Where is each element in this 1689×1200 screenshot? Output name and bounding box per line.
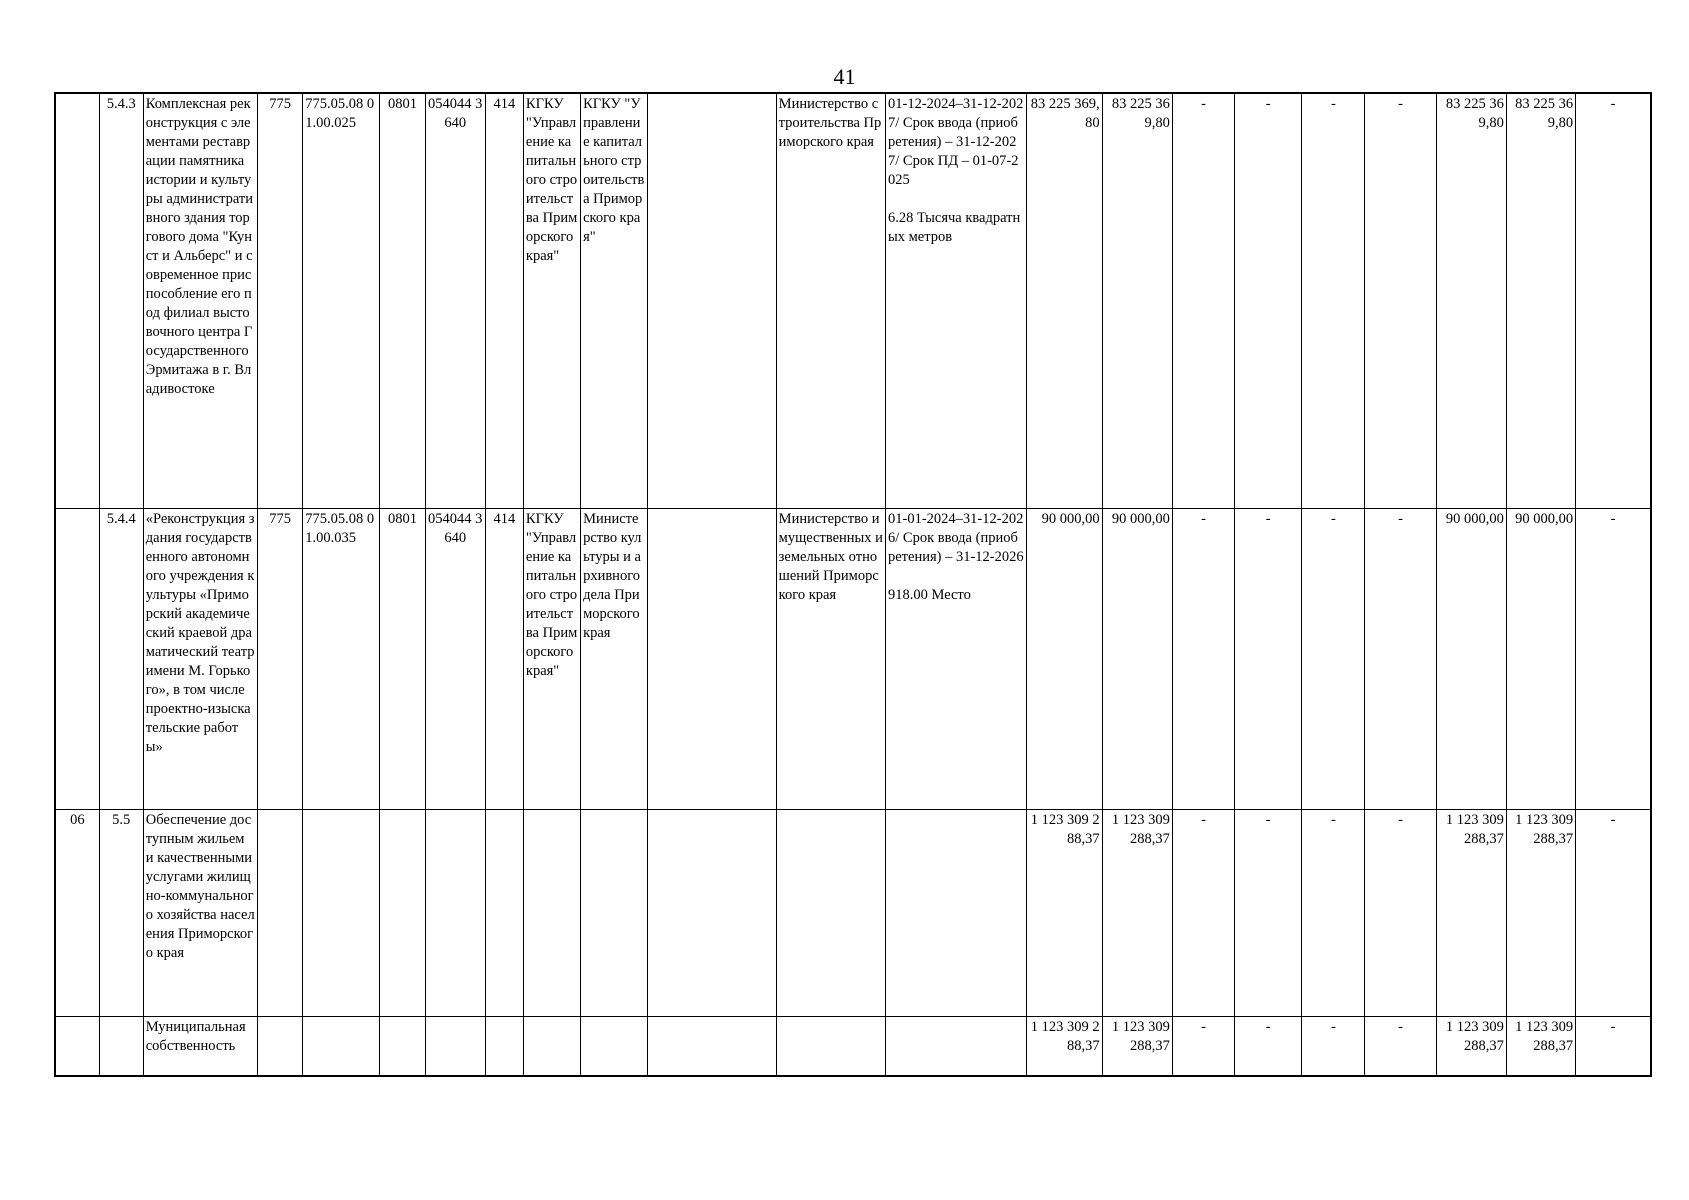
cell-amount: 90 000,00	[1102, 509, 1172, 810]
cell-dash: -	[1576, 1017, 1651, 1077]
cell-ministry-code	[258, 1017, 303, 1077]
cell-dash: -	[1365, 810, 1436, 1017]
cell-amount: 1 123 309 288,37	[1027, 810, 1102, 1017]
table-row	[55, 93, 1651, 509]
cell-code	[55, 1017, 99, 1077]
cell-section: 0801	[380, 93, 425, 509]
cell-responsible	[776, 1017, 885, 1077]
cell-code	[55, 509, 99, 810]
cell-section: 0801	[380, 509, 425, 810]
cell-responsible: Министерство строительства Приморского края	[776, 93, 885, 509]
cell-expense-type	[485, 1017, 523, 1077]
cell-dash: -	[1172, 810, 1234, 1017]
cell-amount: 83 225 369,80	[1506, 93, 1575, 509]
cell-empty	[648, 1017, 776, 1077]
cell-responsible	[776, 810, 885, 1017]
cell-customer: КГКУ "Управление капитального строительства Приморского края"	[523, 509, 580, 810]
cell-number: 5.4.4	[99, 509, 143, 810]
cell-object-name: «Реконструкция здания государственного автономного учреждения культуры «Приморский академический краевой драматический театр имени М. Горького», в том числе проектно-изыскательские работы»	[143, 509, 257, 810]
cell-ministry-code: 775	[258, 509, 303, 810]
cell-amount: 1 123 309 288,37	[1436, 810, 1506, 1017]
cell-amount: 83 225 369,80	[1027, 93, 1102, 509]
table-row	[55, 810, 1651, 1017]
cell-amount: 1 123 309 288,37	[1436, 1017, 1506, 1077]
cell-dash: -	[1365, 509, 1436, 810]
table-row	[55, 1017, 1651, 1077]
cell-amount: 1 123 309 288,37	[1102, 1017, 1172, 1077]
cell-customer	[523, 810, 580, 1017]
cell-expense-type	[485, 810, 523, 1017]
cell-expense-type: 414	[485, 509, 523, 810]
cell-responsible: Министерство имущественных и земельных отношений Приморского края	[776, 509, 885, 810]
cell-ministry-code	[258, 810, 303, 1017]
cell-deadlines: 01-12-2024–31-12-2027/ Срок ввода (приобретения) – 31-12-2027/ Срок ПД – 01-07-2025 6.28 Тысяча квадратных метров	[886, 93, 1027, 509]
page-number: 41	[833, 64, 856, 89]
cell-dash: -	[1302, 509, 1365, 810]
cell-target-article: 054044 3640	[425, 93, 485, 509]
cell-amount: 83 225 369,80	[1436, 93, 1506, 509]
cell-dash: -	[1235, 1017, 1302, 1077]
cell-ministry-code: 775	[258, 93, 303, 509]
cell-dash: -	[1235, 810, 1302, 1017]
cell-amount: 1 123 309 288,37	[1506, 810, 1575, 1017]
cell-empty	[648, 810, 776, 1017]
cell-dash: -	[1576, 509, 1651, 810]
cell-expense-type: 414	[485, 93, 523, 509]
cell-dash: -	[1302, 1017, 1365, 1077]
cell-target-article	[425, 810, 485, 1017]
cell-dash: -	[1235, 509, 1302, 810]
cell-amount: 90 000,00	[1506, 509, 1575, 810]
cell-target-article	[425, 1017, 485, 1077]
cell-amount: 1 123 309 288,37	[1102, 810, 1172, 1017]
cell-code	[55, 93, 99, 509]
cell-object-name: Комплексная реконструкция с элементами реставрации памятника истории и культуры административного здания торгового дома "Кунст и Альберс" и современное приспособление его под филиал выстовочного центра Государственного Эрмитажа в г. Владивостоке	[143, 93, 257, 509]
cell-recipient: Министерство культуры и архивного дела Приморского края	[581, 509, 648, 810]
cell-dash: -	[1172, 1017, 1234, 1077]
cell-program-code: 775.05.08 01.00.035	[303, 509, 380, 810]
cell-customer	[523, 1017, 580, 1077]
cell-target-article: 054044 3640	[425, 509, 485, 810]
cell-code: 06	[55, 810, 99, 1017]
cell-deadlines	[886, 1017, 1027, 1077]
cell-program-code: 775.05.08 01.00.025	[303, 93, 380, 509]
cell-deadlines: 01-01-2024–31-12-2026/ Срок ввода (приобретения) – 31-12-2026 918.00 Место	[886, 509, 1027, 810]
cell-dash: -	[1172, 93, 1234, 509]
cell-number: 5.4.3	[99, 93, 143, 509]
cell-dash: -	[1576, 810, 1651, 1017]
cell-empty	[648, 93, 776, 509]
cell-dash: -	[1235, 93, 1302, 509]
cell-dash: -	[1302, 810, 1365, 1017]
cell-dash: -	[1365, 93, 1436, 509]
cell-program-code	[303, 810, 380, 1017]
cell-dash: -	[1365, 1017, 1436, 1077]
cell-recipient	[581, 810, 648, 1017]
cell-number	[99, 1017, 143, 1077]
cell-amount: 90 000,00	[1436, 509, 1506, 810]
cell-amount: 83 225 369,80	[1102, 93, 1172, 509]
cell-amount: 1 123 309 288,37	[1506, 1017, 1575, 1077]
table-row	[55, 509, 1651, 810]
cell-number: 5.5	[99, 810, 143, 1017]
cell-recipient	[581, 1017, 648, 1077]
cell-dash: -	[1302, 93, 1365, 509]
cell-recipient: КГКУ "Управление капитального строительства Приморского края"	[581, 93, 648, 509]
cell-dash: -	[1576, 93, 1651, 509]
cell-object-name: Муниципальная собственность	[143, 1017, 257, 1077]
cell-section	[380, 1017, 425, 1077]
cell-object-name: Обеспечение доступным жильем и качественными услугами жилищно-коммунального хозяйства населения Приморского края	[143, 810, 257, 1017]
cell-amount: 90 000,00	[1027, 509, 1102, 810]
cell-deadlines	[886, 810, 1027, 1017]
cell-section	[380, 810, 425, 1017]
cell-customer: КГКУ "Управление капитального строительства Приморского края"	[523, 93, 580, 509]
cell-dash: -	[1172, 509, 1234, 810]
cell-program-code	[303, 1017, 380, 1077]
cell-amount: 1 123 309 288,37	[1027, 1017, 1102, 1077]
cell-empty	[648, 509, 776, 810]
budget-table	[54, 92, 1652, 1077]
